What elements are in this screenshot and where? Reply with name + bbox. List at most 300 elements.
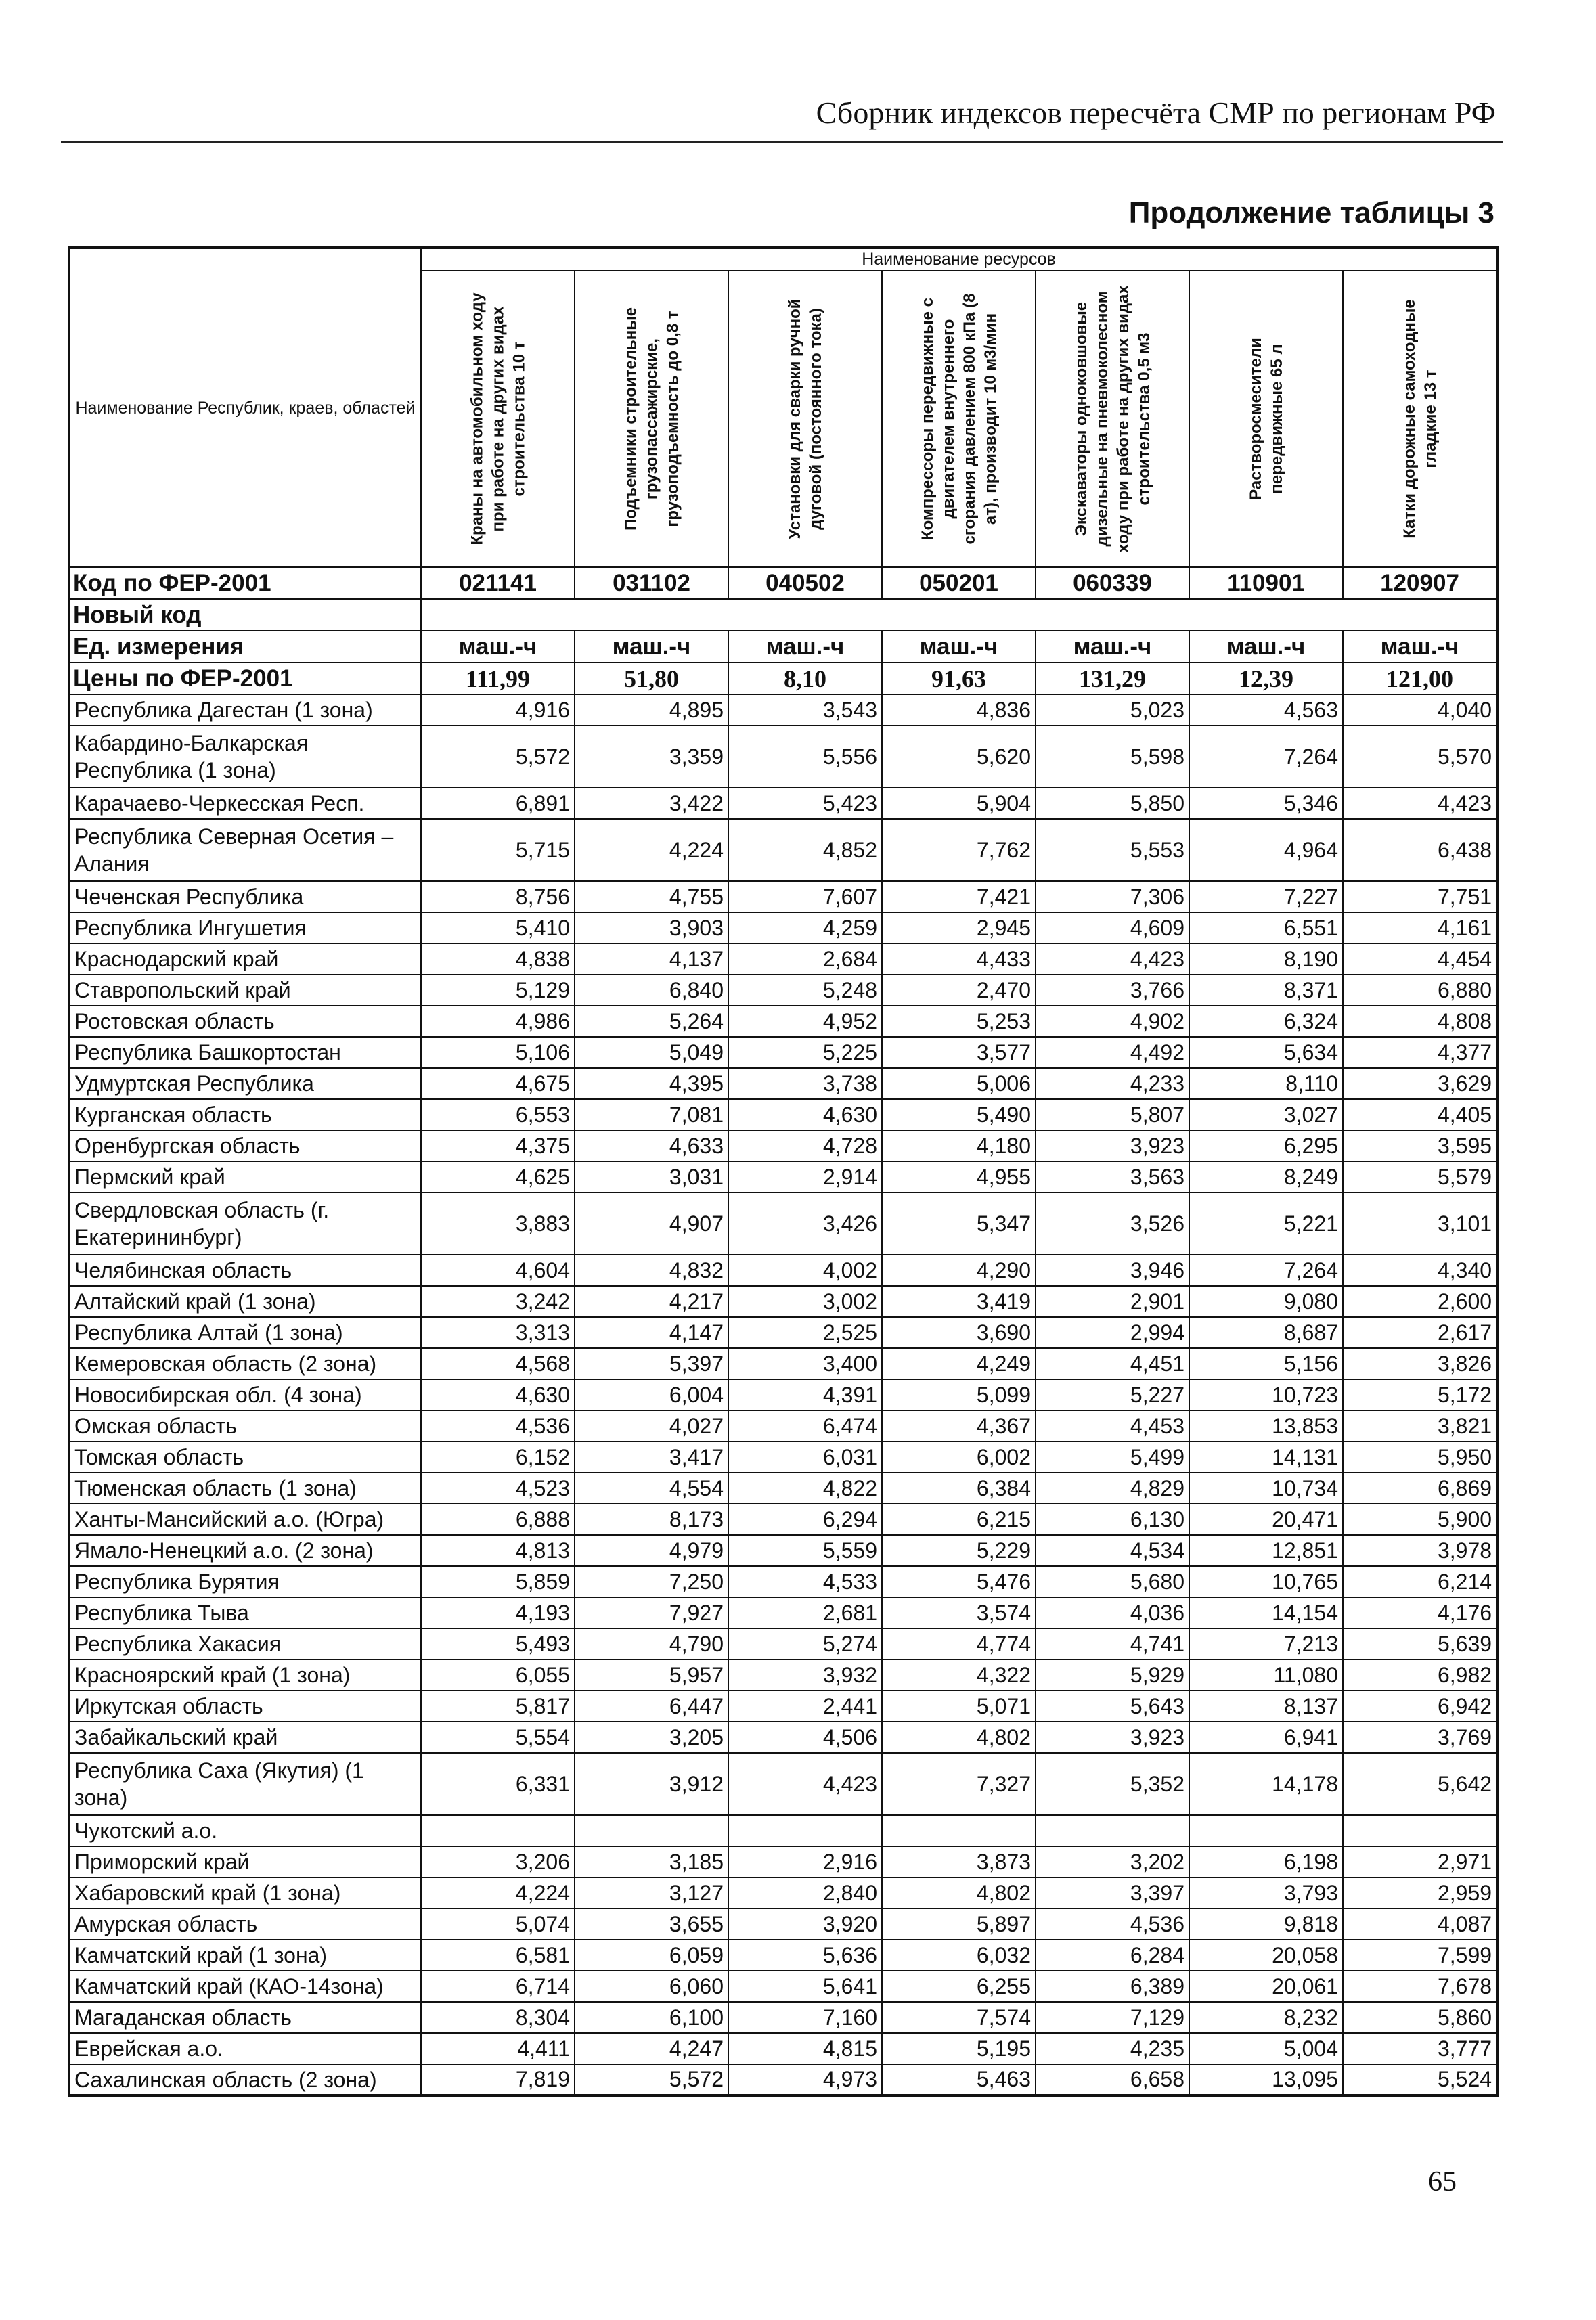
index-cell: 4,832 — [575, 1255, 728, 1286]
index-cell: 2,914 — [728, 1161, 882, 1192]
index-cell: 4,815 — [728, 2033, 882, 2064]
index-cell: 6,004 — [575, 1379, 728, 1410]
new-code-empty — [421, 599, 1497, 631]
region-name: Республика Северная Осетия – Алания — [69, 819, 421, 881]
index-cell: 4,774 — [882, 1628, 1036, 1659]
index-cell: 2,617 — [1343, 1317, 1497, 1348]
region-name: Красноярский край (1 зона) — [69, 1659, 421, 1691]
index-cell: 4,451 — [1036, 1348, 1189, 1379]
index-cell: 4,675 — [421, 1068, 575, 1099]
index-cell: 7,819 — [421, 2064, 575, 2095]
index-cell: 2,959 — [1343, 1877, 1497, 1909]
index-cell: 6,840 — [575, 975, 728, 1006]
index-cell — [882, 1815, 1036, 1846]
region-name-header: Наименование Республик, краев, областей — [69, 248, 421, 567]
region-name: Амурская область — [69, 1909, 421, 1940]
index-cell: 4,375 — [421, 1130, 575, 1161]
index-cell: 6,474 — [728, 1410, 882, 1442]
index-cell — [1343, 1815, 1497, 1846]
index-cell: 8,371 — [1189, 975, 1343, 1006]
index-cell: 6,891 — [421, 788, 575, 819]
index-cell: 5,264 — [575, 1006, 728, 1037]
index-cell: 5,499 — [1036, 1442, 1189, 1473]
index-cell: 6,031 — [728, 1442, 882, 1473]
index-cell: 6,553 — [421, 1099, 575, 1130]
index-cell: 5,225 — [728, 1037, 882, 1068]
index-cell: 4,536 — [1036, 1909, 1189, 1940]
index-cell: 14,154 — [1189, 1597, 1343, 1628]
index-cell: 4,973 — [728, 2064, 882, 2095]
index-cell: 3,690 — [882, 1317, 1036, 1348]
index-cell: 6,060 — [575, 1971, 728, 2002]
index-cell: 6,100 — [575, 2002, 728, 2033]
index-cell: 5,347 — [882, 1192, 1036, 1255]
table-row — [69, 1161, 1497, 1192]
index-cell: 5,106 — [421, 1037, 575, 1068]
unit-cell: маш.-ч — [1343, 631, 1497, 663]
index-cell: 4,506 — [728, 1722, 882, 1753]
index-cell: 5,463 — [882, 2064, 1036, 2095]
index-cell: 6,032 — [882, 1940, 1036, 1971]
index-cell: 8,232 — [1189, 2002, 1343, 2033]
resource-header-text: Растворосмесители передвижные 65 л — [1246, 338, 1286, 500]
code-cell: 031102 — [575, 567, 728, 599]
region-name: Новосибирская обл. (4 зона) — [69, 1379, 421, 1410]
table-row — [69, 975, 1497, 1006]
index-cell: 8,110 — [1189, 1068, 1343, 1099]
table-row — [69, 881, 1497, 912]
table-row — [69, 1846, 1497, 1877]
index-cell: 3,426 — [728, 1192, 882, 1255]
index-cell: 20,061 — [1189, 1971, 1343, 2002]
index-cell: 4,087 — [1343, 1909, 1497, 1940]
unit-cell: маш.-ч — [1189, 631, 1343, 663]
index-cell: 9,080 — [1189, 1286, 1343, 1317]
index-cell: 4,625 — [421, 1161, 575, 1192]
index-cell: 6,284 — [1036, 1940, 1189, 1971]
table-row — [69, 1722, 1497, 1753]
index-cell: 4,802 — [882, 1722, 1036, 1753]
index-cell: 6,447 — [575, 1691, 728, 1722]
price-row — [69, 663, 1497, 694]
index-cell: 3,002 — [728, 1286, 882, 1317]
index-cell: 5,636 — [728, 1940, 882, 1971]
resource-header — [575, 271, 728, 567]
index-cell: 6,294 — [728, 1504, 882, 1535]
index-cell: 4,217 — [575, 1286, 728, 1317]
index-cell — [575, 1815, 728, 1846]
table-row — [69, 819, 1497, 881]
table-row — [69, 1877, 1497, 1909]
index-cell: 10,734 — [1189, 1473, 1343, 1504]
index-cell: 3,946 — [1036, 1255, 1189, 1286]
index-cell: 6,059 — [575, 1940, 728, 1971]
table-row — [69, 1379, 1497, 1410]
index-cell: 6,551 — [1189, 912, 1343, 943]
index-cell: 7,678 — [1343, 1971, 1497, 2002]
index-cell: 4,838 — [421, 943, 575, 975]
index-cell: 7,751 — [1343, 881, 1497, 912]
region-name: Омская область — [69, 1410, 421, 1442]
index-cell: 3,883 — [421, 1192, 575, 1255]
index-cell: 4,395 — [575, 1068, 728, 1099]
table-row — [69, 1348, 1497, 1379]
index-cell: 10,723 — [1189, 1379, 1343, 1410]
index-cell: 6,331 — [421, 1753, 575, 1815]
index-cell — [728, 1815, 882, 1846]
table-row — [69, 2002, 1497, 2033]
table-row — [69, 1659, 1497, 1691]
index-cell: 4,040 — [1343, 694, 1497, 726]
index-cell: 5,620 — [882, 726, 1036, 788]
index-cell: 5,572 — [575, 2064, 728, 2095]
index-cell: 3,417 — [575, 1442, 728, 1473]
index-cell: 3,920 — [728, 1909, 882, 1940]
index-cell: 8,249 — [1189, 1161, 1343, 1192]
index-cell: 3,127 — [575, 1877, 728, 1909]
index-cell: 5,004 — [1189, 2033, 1343, 2064]
index-cell: 4,802 — [882, 1877, 1036, 1909]
index-cell: 4,423 — [1343, 788, 1497, 819]
index-cell: 4,902 — [1036, 1006, 1189, 1037]
index-cell: 4,563 — [1189, 694, 1343, 726]
region-name: Иркутская область — [69, 1691, 421, 1722]
index-cell: 6,942 — [1343, 1691, 1497, 1722]
resource-header-text: Компрессоры передвижные с двигателем внутреннего сгорания давлением 800 кПа (8 ат), производит 10 м3/мин — [918, 293, 1000, 545]
index-cell: 4,259 — [728, 912, 882, 943]
index-cell: 3,923 — [1036, 1722, 1189, 1753]
index-cell: 12,851 — [1189, 1535, 1343, 1566]
region-name: Республика Ингушетия — [69, 912, 421, 943]
table-row — [69, 1099, 1497, 1130]
index-cell: 7,250 — [575, 1566, 728, 1597]
region-name: Кабардино-Балкарская Республика (1 зона) — [69, 726, 421, 788]
index-cell: 6,130 — [1036, 1504, 1189, 1535]
index-cell: 4,808 — [1343, 1006, 1497, 1037]
index-cell: 7,264 — [1189, 1255, 1343, 1286]
table-row — [69, 1628, 1497, 1659]
index-cell: 4,433 — [882, 943, 1036, 975]
index-cell: 9,818 — [1189, 1909, 1343, 1940]
index-cell: 4,630 — [421, 1379, 575, 1410]
table-row — [69, 1909, 1497, 1940]
index-cell: 2,840 — [728, 1877, 882, 1909]
index-cell: 5,129 — [421, 975, 575, 1006]
table-row — [69, 1597, 1497, 1628]
index-cell: 20,471 — [1189, 1504, 1343, 1535]
table-row — [69, 1068, 1497, 1099]
index-cell: 6,714 — [421, 1971, 575, 2002]
index-cell: 4,224 — [421, 1877, 575, 1909]
region-name: Республика Дагестан (1 зона) — [69, 694, 421, 726]
index-cell: 3,101 — [1343, 1192, 1497, 1255]
index-cell: 4,224 — [575, 819, 728, 881]
index-cell: 5,227 — [1036, 1379, 1189, 1410]
unit-cell: маш.-ч — [575, 631, 728, 663]
index-cell: 3,777 — [1343, 2033, 1497, 2064]
index-cell: 6,215 — [882, 1504, 1036, 1535]
index-cell: 4,391 — [728, 1379, 882, 1410]
region-name: Магаданская область — [69, 2002, 421, 2033]
resource-header — [1343, 271, 1497, 567]
region-name: Карачаево-Черкесская Респ. — [69, 788, 421, 819]
index-cell: 4,916 — [421, 694, 575, 726]
index-cell: 3,766 — [1036, 975, 1189, 1006]
running-head: Сборник индексов пересчёта СМР по регионам РФ — [816, 95, 1496, 130]
table-row — [69, 1037, 1497, 1068]
index-cell: 5,410 — [421, 912, 575, 943]
code-cell: 040502 — [728, 567, 882, 599]
index-cell: 14,131 — [1189, 1442, 1343, 1473]
index-cell: 5,397 — [575, 1348, 728, 1379]
table-row — [69, 1504, 1497, 1535]
region-name: Еврейская а.о. — [69, 2033, 421, 2064]
index-cell: 6,055 — [421, 1659, 575, 1691]
index-cell: 5,572 — [421, 726, 575, 788]
region-name: Республика Бурятия — [69, 1566, 421, 1597]
index-cell: 4,492 — [1036, 1037, 1189, 1068]
index-cell: 4,852 — [728, 819, 882, 881]
index-cell: 2,600 — [1343, 1286, 1497, 1317]
index-cell: 3,526 — [1036, 1192, 1189, 1255]
index-cell: 4,964 — [1189, 819, 1343, 881]
index-cell: 4,955 — [882, 1161, 1036, 1192]
index-cell: 4,322 — [882, 1659, 1036, 1691]
region-name: Республика Хакасия — [69, 1628, 421, 1659]
index-cell: 8,304 — [421, 2002, 575, 2033]
region-name: Чеченская Республика — [69, 881, 421, 912]
index-cell: 5,074 — [421, 1909, 575, 1940]
table-row — [69, 1753, 1497, 1815]
index-cell: 6,658 — [1036, 2064, 1189, 2095]
resource-index-table — [68, 246, 1499, 2097]
index-cell: 5,579 — [1343, 1161, 1497, 1192]
code-cell: 120907 — [1343, 567, 1497, 599]
index-cell: 4,952 — [728, 1006, 882, 1037]
index-cell: 8,137 — [1189, 1691, 1343, 1722]
index-cell: 6,384 — [882, 1473, 1036, 1504]
index-cell: 2,470 — [882, 975, 1036, 1006]
index-cell: 3,912 — [575, 1753, 728, 1815]
index-cell: 6,214 — [1343, 1566, 1497, 1597]
index-cell: 3,202 — [1036, 1846, 1189, 1877]
region-name: Республика Тыва — [69, 1597, 421, 1628]
index-cell: 3,923 — [1036, 1130, 1189, 1161]
code-label: Код по ФЕР-2001 — [69, 567, 421, 599]
unit-label: Ед. измерения — [69, 631, 421, 663]
index-cell: 3,563 — [1036, 1161, 1189, 1192]
region-name: Пермский край — [69, 1161, 421, 1192]
index-cell: 4,604 — [421, 1255, 575, 1286]
region-name: Свердловская область (г. Екатерининбург) — [69, 1192, 421, 1255]
index-cell: 4,027 — [575, 1410, 728, 1442]
region-name: Забайкальский край — [69, 1722, 421, 1753]
index-cell: 4,741 — [1036, 1628, 1189, 1659]
index-cell: 7,421 — [882, 881, 1036, 912]
index-cell: 4,405 — [1343, 1099, 1497, 1130]
index-cell: 2,945 — [882, 912, 1036, 943]
index-cell: 4,822 — [728, 1473, 882, 1504]
table-row — [69, 943, 1497, 975]
index-cell: 3,359 — [575, 726, 728, 788]
resource-header — [882, 271, 1036, 567]
region-name: Ставропольский край — [69, 975, 421, 1006]
index-cell: 7,129 — [1036, 2002, 1189, 2033]
unit-cell: маш.-ч — [728, 631, 882, 663]
region-name: Краснодарский край — [69, 943, 421, 975]
index-cell: 3,574 — [882, 1597, 1036, 1628]
index-cell: 4,728 — [728, 1130, 882, 1161]
index-cell: 6,152 — [421, 1442, 575, 1473]
price-cell: 111,99 — [421, 663, 575, 694]
region-name: Камчатский край (1 зона) — [69, 1940, 421, 1971]
index-cell: 3,826 — [1343, 1348, 1497, 1379]
index-cell: 5,221 — [1189, 1192, 1343, 1255]
resources-caption: Наименование ресурсов — [421, 248, 1497, 271]
unit-cell: маш.-ч — [1036, 631, 1189, 663]
table-row — [69, 1691, 1497, 1722]
index-cell: 4,609 — [1036, 912, 1189, 943]
table-row — [69, 912, 1497, 943]
table-row — [69, 1130, 1497, 1161]
index-cell: 3,629 — [1343, 1068, 1497, 1099]
index-cell: 7,607 — [728, 881, 882, 912]
index-cell: 5,598 — [1036, 726, 1189, 788]
index-cell: 4,235 — [1036, 2033, 1189, 2064]
code-row — [69, 567, 1497, 599]
price-cell: 12,39 — [1189, 663, 1343, 694]
region-name: Челябинская область — [69, 1255, 421, 1286]
new-code-label: Новый код — [69, 599, 421, 631]
index-cell: 3,419 — [882, 1286, 1036, 1317]
index-cell: 4,829 — [1036, 1473, 1189, 1504]
index-cell: 4,534 — [1036, 1535, 1189, 1566]
price-label: Цены по ФЕР-2001 — [69, 663, 421, 694]
region-name: Республика Саха (Якутия) (1 зона) — [69, 1753, 421, 1815]
index-cell: 6,869 — [1343, 1473, 1497, 1504]
resource-header-text: Катки дорожные самоходные гладкие 13 т — [1400, 299, 1440, 539]
index-cell: 5,172 — [1343, 1379, 1497, 1410]
index-cell: 6,255 — [882, 1971, 1036, 2002]
index-cell: 6,438 — [1343, 819, 1497, 881]
index-cell: 7,574 — [882, 2002, 1036, 2033]
index-cell: 7,327 — [882, 1753, 1036, 1815]
index-cell: 4,423 — [728, 1753, 882, 1815]
index-cell: 6,888 — [421, 1504, 575, 1535]
resource-header — [1189, 271, 1343, 567]
index-cell: 4,193 — [421, 1597, 575, 1628]
table-row — [69, 1473, 1497, 1504]
index-cell: 14,178 — [1189, 1753, 1343, 1815]
resource-header — [728, 271, 882, 567]
new-code-row — [69, 599, 1497, 631]
index-cell: 8,756 — [421, 881, 575, 912]
index-cell: 4,568 — [421, 1348, 575, 1379]
table-row — [69, 1815, 1497, 1846]
index-cell: 8,190 — [1189, 943, 1343, 975]
index-cell: 4,176 — [1343, 1597, 1497, 1628]
index-cell: 5,570 — [1343, 726, 1497, 788]
index-cell: 4,249 — [882, 1348, 1036, 1379]
index-cell: 5,850 — [1036, 788, 1189, 819]
index-cell: 2,525 — [728, 1317, 882, 1348]
index-cell: 5,346 — [1189, 788, 1343, 819]
resource-header-text: Подъемники строительные грузопассажирские, грузоподъемность до 0,8 т — [621, 307, 682, 531]
index-cell: 4,411 — [421, 2033, 575, 2064]
index-cell: 5,715 — [421, 819, 575, 881]
unit-cell: маш.-ч — [882, 631, 1036, 663]
index-cell: 5,049 — [575, 1037, 728, 1068]
table-row — [69, 1255, 1497, 1286]
index-cell: 3,242 — [421, 1286, 575, 1317]
region-name: Камчатский край (КАО-14зона) — [69, 1971, 421, 2002]
region-name: Сахалинская область (2 зона) — [69, 2064, 421, 2095]
index-cell: 3,206 — [421, 1846, 575, 1877]
table-row — [69, 1192, 1497, 1255]
index-cell: 5,559 — [728, 1535, 882, 1566]
index-cell: 5,643 — [1036, 1691, 1189, 1722]
index-cell: 5,423 — [728, 788, 882, 819]
index-cell: 4,536 — [421, 1410, 575, 1442]
index-cell: 5,156 — [1189, 1348, 1343, 1379]
index-cell: 4,813 — [421, 1535, 575, 1566]
index-cell: 4,523 — [421, 1473, 575, 1504]
index-cell: 5,897 — [882, 1909, 1036, 1940]
index-cell: 3,313 — [421, 1317, 575, 1348]
index-cell: 3,738 — [728, 1068, 882, 1099]
index-cell: 6,324 — [1189, 1006, 1343, 1037]
index-cell: 4,233 — [1036, 1068, 1189, 1099]
region-name: Приморский край — [69, 1846, 421, 1877]
index-cell: 4,755 — [575, 881, 728, 912]
index-cell: 4,290 — [882, 1255, 1036, 1286]
index-cell: 5,634 — [1189, 1037, 1343, 1068]
index-cell: 5,900 — [1343, 1504, 1497, 1535]
index-cell: 3,793 — [1189, 1877, 1343, 1909]
index-cell: 5,807 — [1036, 1099, 1189, 1130]
table-row — [69, 694, 1497, 726]
index-cell: 4,453 — [1036, 1410, 1189, 1442]
index-cell: 7,213 — [1189, 1628, 1343, 1659]
index-cell: 5,553 — [1036, 819, 1189, 881]
index-cell: 3,422 — [575, 788, 728, 819]
index-cell: 3,400 — [728, 1348, 882, 1379]
index-cell: 13,853 — [1189, 1410, 1343, 1442]
region-name: Республика Башкортостан — [69, 1037, 421, 1068]
index-cell: 3,397 — [1036, 1877, 1189, 1909]
code-cell: 021141 — [421, 567, 575, 599]
index-cell: 5,071 — [882, 1691, 1036, 1722]
index-cell — [421, 1815, 575, 1846]
index-cell: 7,927 — [575, 1597, 728, 1628]
region-name: Хабаровский край (1 зона) — [69, 1877, 421, 1909]
index-cell — [1036, 1815, 1189, 1846]
index-cell: 5,023 — [1036, 694, 1189, 726]
index-cell: 5,817 — [421, 1691, 575, 1722]
index-cell: 4,147 — [575, 1317, 728, 1348]
index-cell: 5,680 — [1036, 1566, 1189, 1597]
index-cell: 5,493 — [421, 1628, 575, 1659]
index-cell: 4,340 — [1343, 1255, 1497, 1286]
unit-cell: маш.-ч — [421, 631, 575, 663]
continuation-title: Продолжение таблицы 3 — [1128, 196, 1494, 229]
table-row — [69, 2033, 1497, 2064]
index-cell: 4,633 — [575, 1130, 728, 1161]
index-cell: 3,543 — [728, 694, 882, 726]
table-row — [69, 1317, 1497, 1348]
index-cell: 5,099 — [882, 1379, 1036, 1410]
index-cell: 4,533 — [728, 1566, 882, 1597]
